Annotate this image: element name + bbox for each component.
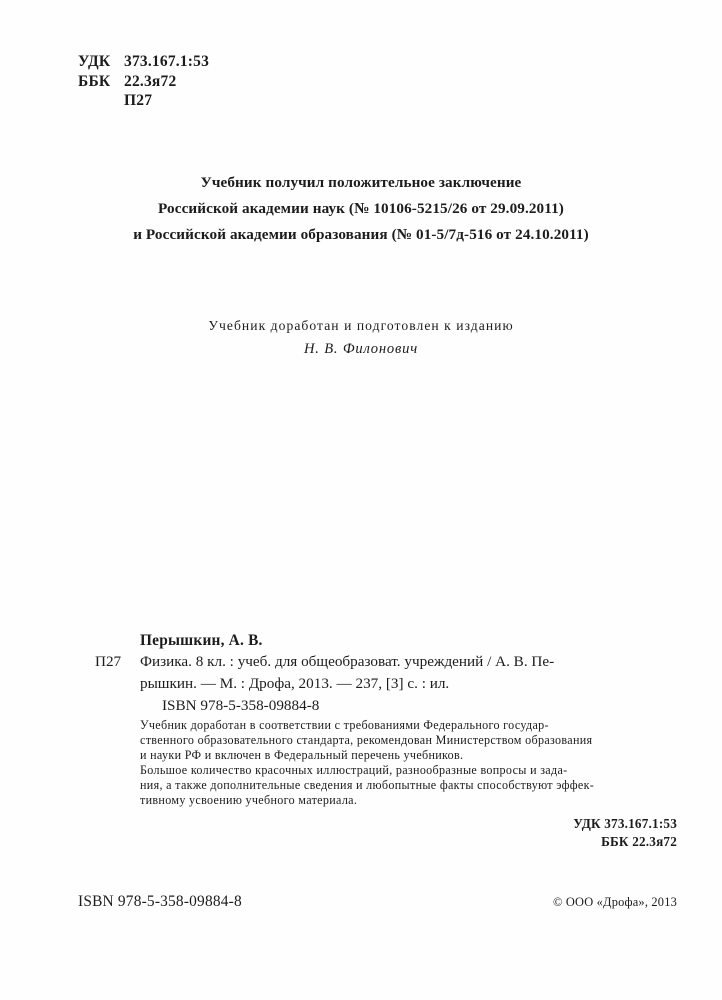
annotation-paragraph-2 [140, 763, 678, 808]
approval-line-2: Российской академии наук (№ 10106-5215/26 от 29.09.2011) [158, 200, 564, 217]
bbk-value-bottom: ББК 22.3я72 [601, 833, 677, 849]
shelfmark-value: П27 [124, 92, 153, 109]
cip-author-heading: Перышкин, А. В. [140, 632, 263, 649]
page-footer [78, 893, 677, 911]
classification-block-bottom [573, 815, 677, 850]
approval-line-3: и Российской академии образования (№ 01-5/7д-516 от 24.10.2011) [133, 226, 589, 243]
cip-isbn: ISBN 978-5-358-09884-8 [162, 697, 320, 714]
udk-label: УДК [78, 53, 111, 70]
cip-description [140, 651, 655, 694]
cip-shelf-mark: П27 [95, 653, 122, 670]
annotation-p1-line-1: Учебник доработан в соответствии с требованиями Федерального государ- [140, 718, 549, 732]
approval-line-1: Учебник получил положительное заключение [200, 174, 522, 191]
annotation-p2-line-3: тивному усвоению учебного материала. [140, 793, 358, 808]
annotation-p2-line-1: Большое количество красочных иллюстраций, разнообразные вопросы и зада- [140, 763, 568, 778]
cip-description-line-1: Физика. 8 кл. : учеб. для общеобразоват. учреждений / А. В. Пе- [140, 653, 555, 670]
udk-value-bottom: УДК 373.167.1:53 [573, 816, 677, 831]
bbk-value: 22.3я72 [124, 72, 177, 90]
annotation-p2-line-2: ния, а также дополнительные сведения и любопытные факты способствуют эффек- [140, 778, 595, 793]
annotation-paragraph-1 [140, 718, 678, 763]
classification-row-udk [78, 52, 209, 72]
classification-row-shelfmark [78, 91, 209, 111]
revision-credit [0, 315, 722, 360]
footer-copyright: © ООО «Дрофа», 2013 [553, 895, 677, 909]
footer-isbn: ISBN 978-5-358-09884-8 [78, 893, 242, 910]
classification-block-top [78, 52, 209, 111]
classification-row-bbk [78, 72, 209, 92]
cip-record [95, 630, 655, 717]
approval-notice [0, 170, 722, 248]
cip-description-line-2: рышкин. — М. : Дрофа, 2013. — 237, [3] с. : ил. [140, 674, 450, 692]
annotation-p1-line-3: и науки РФ и включен в Федеральный перечень учебников. [140, 748, 464, 763]
annotation-block [140, 718, 678, 809]
revision-author-name: Н. В. Филонович [303, 341, 419, 357]
annotation-p1-line-2: ственного образовательного стандарта, рекомендован Министерством образования [140, 733, 593, 748]
revision-statement: Учебник доработан и подготовлен к изданию [208, 318, 514, 333]
bbk-label: ББК [78, 72, 111, 90]
cip-body [95, 651, 655, 694]
udk-value: 373.167.1:53 [124, 53, 210, 70]
